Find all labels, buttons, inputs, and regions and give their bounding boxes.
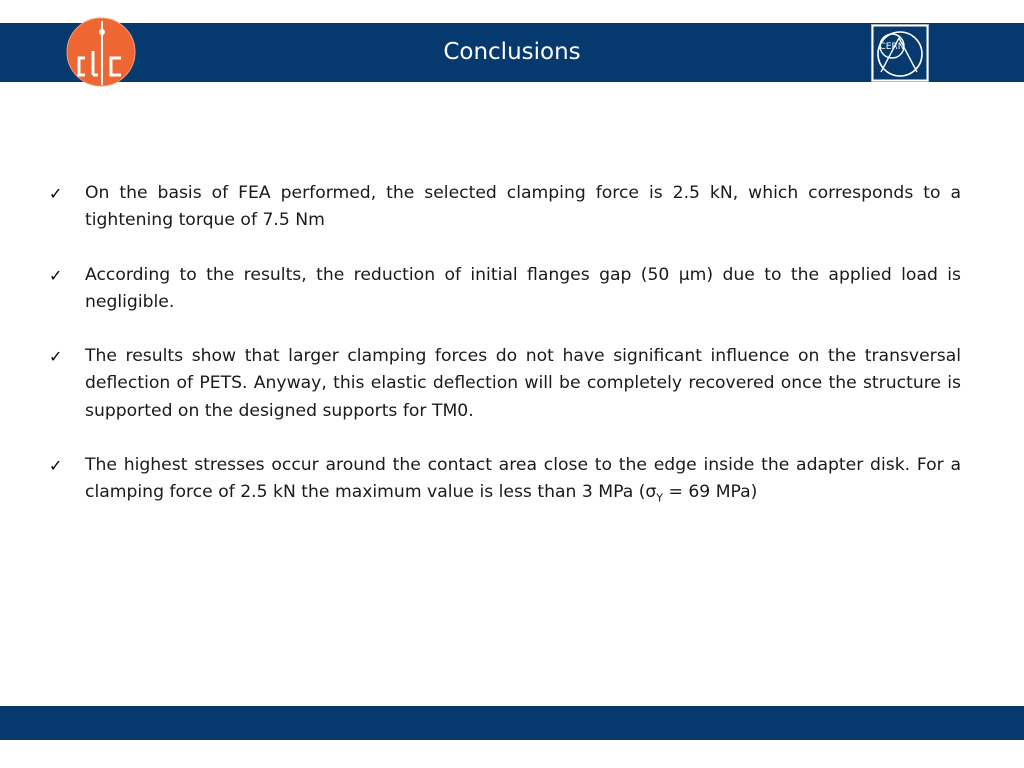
checkmark-icon: ✓ [49, 456, 63, 476]
list-item [46, 452, 961, 512]
bullet-text: On the basis of FEA performed, the selected clamping force is 2.5 kN, which corresponds to a tightening torque of 7.5 Nm [85, 183, 961, 231]
bullet-text-part: The highest stresses occur around the contact area close to the edge inside the adapter disk. For a clamping force of 2.5 kN the maximum value is less than 3 MPa (σ [85, 455, 961, 503]
list-item [46, 180, 961, 235]
list-item [46, 343, 961, 425]
checkmark-icon: ✓ [49, 265, 63, 285]
bullet-text [85, 455, 961, 505]
list-item [46, 262, 961, 317]
clic-logo [66, 17, 136, 87]
svg-text:CERN: CERN [879, 42, 905, 52]
bullet-text: The results show that larger clamping forces do not have significant influence on the transversal deflection of PETS. Anyway, this elastic deflection will be completely recovered once the structure is supported on the designed supports for TM0. [85, 346, 961, 421]
sigma-subscript: Y [656, 491, 664, 505]
footer-bar [0, 706, 1024, 740]
bullet-text: According to the results, the reduction of initial flanges gap (50 µm) due to the applied load is negligible. [85, 264, 961, 312]
checkmark-icon: ✓ [49, 347, 63, 367]
cern-logo [871, 24, 929, 82]
bullet-text-part: = 69 MPa) [663, 482, 758, 503]
conclusions-list [46, 180, 961, 539]
checkmark-icon: ✓ [49, 184, 63, 203]
slide-title: Conclusions [443, 39, 581, 65]
